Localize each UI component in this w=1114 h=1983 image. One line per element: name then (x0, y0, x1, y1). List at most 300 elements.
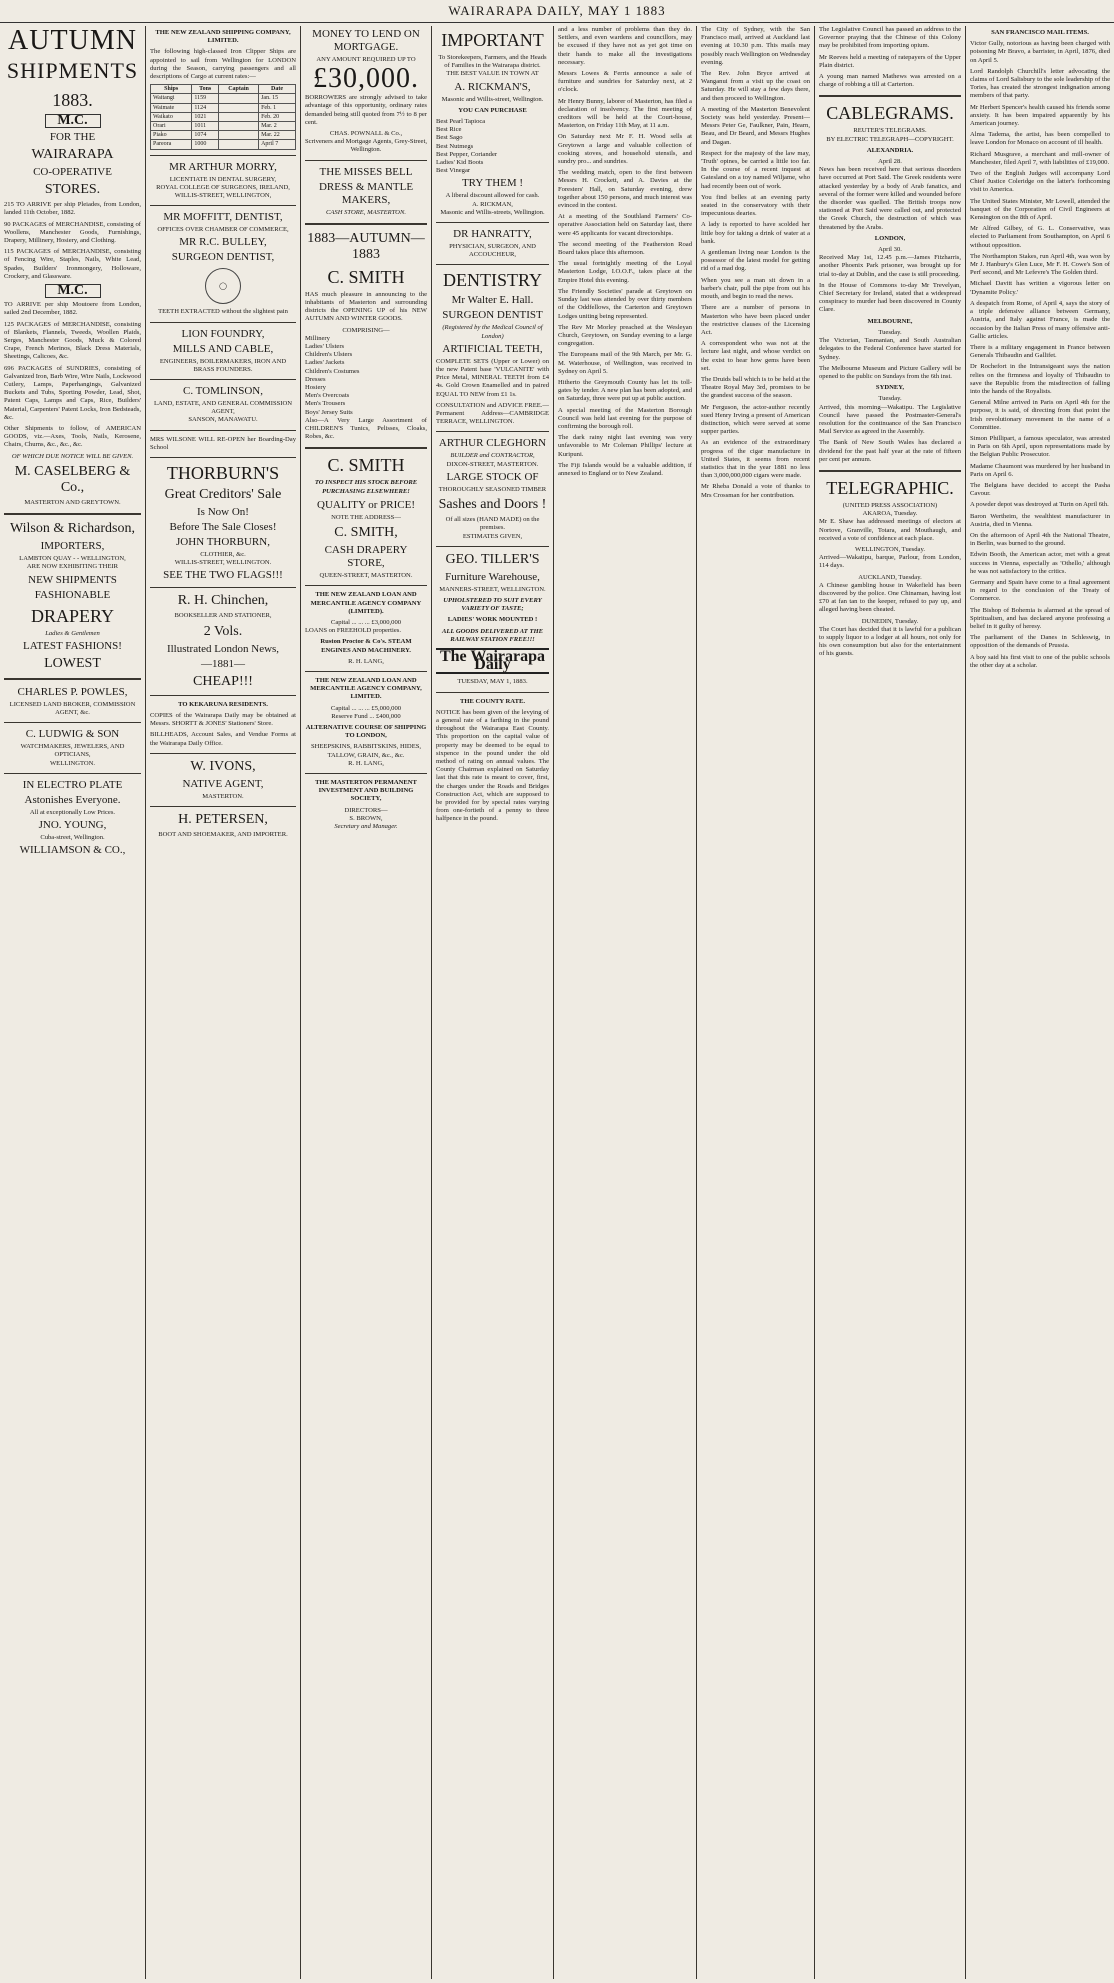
list-item: Men's Trousers (305, 400, 346, 408)
article-text: Baron Wertheim, the wealthiest manufacturer in Austria, died in Vienna. (970, 512, 1110, 528)
table-cell: 1000 (192, 140, 219, 149)
article-text: The Belgians have decided to accept the Pasha Cavour. (970, 481, 1110, 498)
for-the: FOR THE (49, 131, 96, 144)
astonishes: Astonishes Everyone. (24, 793, 121, 806)
masterton: MASTERTON. (202, 792, 244, 800)
surgeon-dentist: SURGEON DENTIST, (171, 251, 275, 264)
table-cell: 1074 (192, 131, 219, 140)
arthur-sub: WILLIS-STREET, WELLINGTON, (174, 192, 272, 200)
wairarapa-heading: WAIRARAPA (31, 147, 114, 163)
new-shipments: NEW SHIPMENTS (28, 573, 117, 586)
alternative: ALTERNATIVE COURSE OF SHIPPING TO LONDON, (305, 723, 427, 740)
article-text: Respect for the majesty of the law may, 'Truth' opines, be carried a little too far. In the course of a recent inquest at Gatesland on a toy named Wiljame, who had recently been out of work. (701, 149, 810, 190)
table-cell: Mar. 22 (259, 131, 296, 140)
illustrated-news: Illustrated London News, (166, 642, 280, 655)
table-header: Captain (219, 85, 259, 94)
all-sizes: Of all sizes (HAND MADE) on the premises. (445, 516, 540, 532)
try-them: TRY THEM ! (461, 177, 524, 190)
article-text: There are a number of persons in Masterton who have been placed under the restrictive clauses of the Licensing Act. (701, 304, 810, 336)
native-agent: NATIVE AGENT, (182, 777, 264, 790)
article-text: The usual fortnightly meeting of the Loyal Masterton Lodge, I.O.O.F., takes place at the Empire Hotel this evening. (558, 260, 692, 284)
cheap: CHEAP!!! (193, 673, 253, 689)
list-item: Ladies' Jackets (305, 359, 345, 367)
table-cell: 1011 (192, 122, 219, 131)
article-text: The Melbourne Museum and Picture Gallery will be opened to the public on Sundays from the 6th inst. (819, 364, 961, 380)
borrowers-text: BORROWERS are strongly advised to take advantage of this opportunity, ordinary rates demanded being still quoted from 7½ to 8 per cent. (305, 94, 427, 126)
column-8 (966, 26, 1114, 1979)
table-header: Date (259, 85, 296, 94)
article-text: The second meeting of the Featherston Road Board takes place this afternoon. (558, 240, 692, 257)
willis-street: WILLIS-STREET, WELLINGTON. (174, 559, 272, 567)
article-text: The City of Sydney, with the San Francisco mail, arrived at Auckland last evening at 10.30 p.m. This mails may possibly reach Wellington on Wednesday evening. (701, 26, 810, 66)
dateline-date: Tuesday. (878, 395, 902, 403)
telegraphic-heading: TELEGRAPHIC. (826, 477, 954, 498)
dentures-illustration: ◯ (205, 268, 241, 304)
article-text: As an evidence of the extraordinary progress of the cigar manufacture in United States, it seems from recent statistics that in the year 1881 no less than 3,000,000,000 cigars were made. (701, 439, 810, 480)
ludwig-heading: C. LUDWIG & SON (25, 728, 120, 741)
list-item: Best Pearl Tapioca (436, 118, 486, 126)
ships-intro: The following high-classed Iron Clipper Ships are appointed to sail from Wellington for LONDON during the Season, carrying passengers and all descriptions of Cargo at current rates:— (150, 48, 296, 81)
hall: Mr Walter E. Hall. (451, 294, 534, 307)
article-text: The dark rainy night last evening was very unfavorable to Mr Coleman Phillips' lecture at Kuripuni. (558, 434, 692, 458)
list-item: Dresses (305, 375, 326, 383)
john-thorburn: JOHN THORBURN, (176, 536, 270, 549)
column-6 (697, 26, 814, 1979)
article-text: A special meeting of the Masterton Borough Council was held last evening for the purpose of confirming the borough roll. (558, 406, 692, 430)
young-sub: Cuba-street, Wellington. (40, 833, 105, 841)
rickman-heading: A. RICKMAN'S, (454, 80, 531, 93)
table-cell: Waimate (151, 103, 192, 112)
petersen-sub: BOOT AND SHOEMAKER, AND IMPORTER. (158, 830, 288, 838)
secretary: Secretary and Manager. (334, 822, 398, 830)
article-text: When you see a man sit down in a barber's chair, pull the pipe from out his mouth, and begin to read the news. (701, 276, 810, 301)
column-1 (0, 26, 145, 1979)
artificial-teeth: ARTIFICIAL TEETH, (442, 342, 543, 355)
hanratty-sub: PHYSICIAN, SURGEON, AND ACCOUCHEUR, (449, 243, 536, 259)
list-item: Best Rice (436, 126, 462, 134)
article-text: Mr Alfred Gilbey, of G. L. Conservative, was elected to Parliament from Southampton, on April 6 without opposition. (970, 225, 1110, 249)
money-heading: MONEY TO LEND ON MORTGAGE. (312, 28, 420, 53)
dateline: DUNEDIN, Tuesday. (861, 617, 919, 625)
chinchen-heading: R. H. Chinchen, (177, 593, 269, 609)
before-sale: Before The Sale Closes! (169, 521, 277, 534)
delivered: ALL GOODS DELIVERED AT THE RAILWAY STATION FREE!!! (442, 627, 543, 643)
table-cell: Mar. 2 (259, 122, 296, 131)
ad-text: 125 PACKAGES of MERCHANDISE, consisting of Blankets, Flannels, Tweeds, Woollen Plaids, Serges, Manchester Goods, Muck & Colored Crape, French Merinos, Black Dress Materials, Sheetings, Calicoes, &c. (4, 320, 141, 361)
agent-name: R. H. LANG, (348, 759, 384, 767)
table-cell: April 7 (259, 140, 296, 149)
article-text: Hitherto the Greymouth County has let its toll-gates by tender. A new plan has been adopted, and on Saturday, three were put up at public auction. (558, 378, 692, 403)
copies-notice: COPIES of the Wairarapa Daily may be obtained at Messrs. SHORTT & JONES' Stationers' Store. (150, 711, 296, 728)
kekaruna-heading: TO KEKARUNA RESIDENTS. (178, 700, 268, 708)
dateline: SYDNEY, (875, 384, 905, 392)
dateline-date: April 28. (878, 158, 902, 166)
list-item: Boys' Jersey Suits (305, 408, 353, 416)
table-cell (219, 103, 259, 112)
arthur-sub: LICENTIATE IN DENTAL SURGERY, (169, 175, 277, 183)
article-text: Arrived, this morning—Wakatipu. The Legislative Council have passed the Postmaster-General's resolution for the continuance of the San Francisco Mail Service as agreed in the Assembly. (819, 403, 961, 436)
chinchen-sub: BOOKSELLER AND STATIONER, (174, 612, 272, 620)
ad-text: 90 PACKAGES of MERCHANDISE, consisting of Woollens, Manchester Goods, Furnishings, Drapery, Millinery, Hosiery, and Clothing. (4, 220, 141, 245)
amount: ANY AMOUNT REQUIRED UP TO (316, 56, 416, 63)
dateline: LONDON, (874, 234, 906, 242)
directors: DIRECTORS— (344, 806, 388, 814)
artificial-text: COMPLETE SETS (Upper or Lower) on the new Patent base 'VULCANITE' with Price Metal, MINERAL TEETH from £4 4s. Gold Crown Enamelled and in paired EQUAL TO NEW from £1 1s. (436, 357, 549, 398)
table-cell: 1124 (192, 103, 219, 112)
exhibit-line: ARE NOW EXHIBITING THEIR (26, 563, 119, 571)
csmith-heading: C. SMITH, (334, 525, 398, 541)
article-text: and a less number of problems than they do. Settlers, and even wardens and councillors, may be excused if they have not as yet got time on their hands to make all the investigations necessary. (558, 26, 692, 66)
article-text: The Bishop of Bohemia is alarmed at the spread of Spiritualism, and has declared anyone professing a belief in it guilty of heresy. (970, 606, 1110, 630)
article-text: The Druids ball which is to be held at the Theatre Royal May 3rd, promises to be the grandest success of the season. (701, 375, 810, 400)
masthead-title: WAIRARAPA DAILY, MAY 1 1883 (448, 3, 666, 18)
thorburn-heading: THORBURN'S (166, 463, 280, 484)
table-cell: Feb. 1 (259, 103, 296, 112)
page-header (0, 0, 1114, 23)
misses-bell: THE MISSES BELL (319, 165, 413, 178)
year-heading: 1883. (52, 90, 93, 110)
inspect: TO INSPECT HIS STOCK BEFORE PURCHASING ELSEWHERE! (314, 479, 418, 495)
list-item: Best Vinegar (436, 167, 471, 175)
cleghorn: ARTHUR CLEGHORN (438, 437, 547, 450)
lion-foundry: LION FOUNDRY, (181, 327, 265, 340)
tomlinson-sub: SANSON, MANAWATU. (188, 416, 258, 424)
table-cell: Pareora (151, 140, 192, 149)
important-heading: IMPORTANT (441, 30, 544, 50)
article-text: Mr Rheba Donald a vote of thanks to Mrs Crossman for her contribution. (701, 483, 810, 499)
williamson-heading: WILLIAMSON & CO., (19, 844, 126, 857)
csmith-heading: C. SMITH (327, 455, 405, 476)
ad-text: OF WHICH DUE NOTICE WILL BE GIVEN. (11, 452, 134, 460)
article-text: A Chinese gambling house in Wakefield has been discovered by the police. One Chinaman, having lost £70 at fan tan to the keeper, refused to pay up, and alleged having been cheated. (819, 581, 961, 614)
dateline: WELLINGTON, Tuesday. (855, 545, 925, 553)
builder: BUILDER and CONTRACTOR, (450, 452, 535, 460)
note-address: NOTE THE ADDRESS— (331, 513, 401, 521)
article-text: The Rev Mr Morley preached at the Wesleyan Church, Greytown, on Sunday evening to a large congregation. (558, 323, 692, 348)
capital: Capital ... ... ... £3,000,000 (330, 618, 402, 626)
article-text: There is a military engagement in France between Generals Thibaudin and Gallifet. (970, 343, 1110, 360)
wilson-heading: Wilson & Richardson, (9, 521, 136, 537)
timber: THOROUGHLY SEASONED TIMBER (438, 485, 547, 493)
article-text: Alma Tadema, the artist, has been compelled to leave London for Monaco on account of ill health. (970, 131, 1110, 147)
article-text: General Milne arrived in Paris on April 4th for the purpose, it is said, of directing from that point the Irish revolutionary movement in the name of a Committee. (970, 399, 1110, 431)
lambton-quay: LAMBTON QUAY - - WELLINGTON, (19, 555, 126, 563)
article-text: The Rev. John Bryce arrived at Wanganui from a visit up the coast on Saturday. He will stay a few days there, and then proceed to Wellington. (701, 70, 810, 102)
article-text: Richard Musgrave, a merchant and mill-owner of Manchester, filed April 7, with liabilities of £19,000. (970, 150, 1110, 166)
list-item: Men's Overcoats (305, 392, 350, 400)
column-4 (432, 26, 553, 1979)
cablegrams-heading: CABLEGRAMS. (826, 103, 954, 124)
article-text: Mr E. Shaw has addressed meetings of electors at Nortove, Granville, Totara, and Mouthaugh, and received a vote of confidence at each place. (819, 518, 961, 542)
sum: £30,000. (313, 63, 419, 95)
paper-masthead: The Wairarapa Daily (436, 648, 549, 674)
quality: QUALITY or PRICE! (317, 498, 415, 511)
table-cell (219, 112, 259, 121)
dixon: DIXON-STREET, MASTERTON. (446, 460, 539, 468)
article-text: A boy said his first visit to one of the public schools the other day at a scholar. (970, 653, 1110, 669)
powell: CHAS. POWNALL & Co., (329, 130, 403, 138)
caselberg-location: MASTERTON AND GREYTOWN. (24, 498, 121, 506)
estimates: ESTIMATES GIVEN, (462, 532, 523, 540)
list-item: Hosiery (305, 384, 326, 392)
price-list (436, 118, 549, 175)
article-text: A meeting of the Masterton Benevolent Society was held yesterday. Present—Messrs Peter Ge, Faulkner, Pain, Hearn, Beau, and Dr Beard, and Messrs Hughes and Dagan. (701, 105, 810, 146)
article-text: The parliament of the Danes in Schleswig, in opposition of the demands of Prussia. (970, 634, 1110, 650)
also-text: Also—A Very Large Assortment of CHILDREN'S Tunics, Pelisses, Cloaks, Robes, &c. (305, 416, 427, 441)
autumn-heading: AUTUMN (8, 26, 137, 56)
wise-notice: MRS WILSONE WILL RE-OPEN her Boarding-Day School (150, 435, 296, 451)
csmith-heading: C. SMITH (327, 266, 405, 287)
rickman-sub: Masonic and Willis-streets, Wellington. (440, 208, 545, 216)
consult-text: CONSULTATION and ADVICE FREE.—Permanent Address—CAMBRIDGE TERRACE, WELLINGTON. (436, 401, 549, 426)
best-value: THE BEST VALUE IN TOWN AT (446, 70, 539, 78)
article-text: Germany and Spain have come to a final agreement in regard to the conclusion of the Treaty of Commerce. (970, 578, 1110, 603)
ad-text: TO ARRIVE per ship Moutoere from London, sailed 2nd December, 1882. (4, 301, 141, 317)
two-vols: 2 Vols. (203, 623, 243, 639)
table-row (151, 103, 296, 112)
article-text: On Saturday next Mr F. H. Wood sells at Greytown a large and valuable collection of cooking stoves, and household utensils, and sundry pro... and sundries. (558, 133, 692, 166)
article-text: The Friendly Societies' parade at Greytown on Sunday last was attended by over thirty members of the Oddfellows, the Carterton and Greytown Lodges uniting being represented. (558, 287, 692, 320)
article-text: Michael Davitt has written a vigorous letter on 'Dynamite Policy.' (970, 280, 1110, 296)
dentistry-heading: DENTISTRY (443, 270, 542, 291)
list-item: Best Sago (436, 134, 463, 142)
article-text: Mr Ferguson, the actor-author recently sued Henry Irving a present of American distinction, which were served at some supper parties. (701, 403, 810, 436)
tomlinson-heading: C. TOMLINSON, (183, 385, 263, 398)
column-2 (146, 26, 300, 1979)
sbrown: S. BROWN, (349, 814, 383, 822)
list-item: Ladies' Ulsters (305, 343, 345, 351)
article-text: Arrived—Wakatipu, barque, Parlour, from London, 114 days. (819, 554, 961, 570)
list-item: Ladies' Kid Boots (436, 159, 484, 167)
article-text: The Bank of New South Wales has declared a dividend for the past half year at the rate of fifteen per cent per annum. (819, 439, 961, 463)
county-heading: THE COUNTY RATE. (459, 697, 526, 705)
powles-sub: LICENSED LAND BROKER, COMMISSION AGENT, &c. (9, 700, 136, 716)
table-cell: Feb. 20 (259, 112, 296, 121)
mills-cable: MILLS AND CABLE, (172, 342, 274, 355)
drapery-heading: DRAPERY (30, 605, 115, 626)
important-sub: To Storekeepers, Farmers, and the Heads of Families in the Wairarapa district. (438, 54, 547, 70)
article-text: Simon Phillipart, a famous speculator, was arrested in Paris on 6th April, upon representations made by the Belgian Public Prosecutor. (970, 434, 1110, 459)
article-text: On the afternoon of April 4th the National Theatre, in Berlin, was burned to the ground. (970, 531, 1110, 548)
table-cell: Waikato (151, 112, 192, 121)
ludwig-sub: WATCHMAKERS, JEWELERS, AND OPTICIANS, (20, 743, 125, 759)
can-purchase: YOU CAN PURCHASE (458, 106, 527, 114)
article-text: A lady is reported to have scolded her little boy for taking a drink of water at a bank. (701, 221, 810, 245)
wool: SHEEPSKINS, RABBITSKINS, HIDES, TALLOW, GRAIN, &c., &c. (310, 743, 422, 759)
moffitt-sub: OFFICES OVER CHAMBER OF COMMERCE, (157, 226, 289, 234)
table-cell: 1159 (192, 94, 219, 103)
ludwig-location: WELLINGTON. (49, 759, 96, 767)
table-row (151, 131, 296, 140)
sashes: Sashes and Doors ! (438, 497, 547, 513)
ships-table (150, 84, 296, 149)
column-5 (554, 26, 696, 1979)
rickman-sign: A. RICKMAN, (472, 200, 513, 208)
smith-text: HAS much pleasure in announcing to the inhabitants of Masterton and surrounding districts the OPENING UP of his NEW AUTUMN AND WINTER GOODS. (305, 290, 427, 323)
mills-sub: ENGINEERS, BOILERMAKERS, IRON AND BRASS FOUNDERS. (159, 357, 287, 373)
article-text: Dr Rochefort in the Intransigeant says the nation relies on the firmness and loyalty of Thibaudin to save the Republic from the misdirection of falling into the hands of the Royalists. (970, 363, 1110, 395)
nzship-heading: THE NEW ZEALAND SHIPPING COMPANY, LIMITED. (155, 29, 291, 45)
moffitt-heading: MR MOFFITT, DENTIST, (163, 211, 283, 224)
article-text: Mr Henry Bunny, laborer of Masterton, has filed a declaration of insolvency. The first meeting of creditors will be held at the Court-house, Masterton, on Friday 11th May, at 11 a.m. (558, 97, 692, 130)
dateline: MELBOURNE, (867, 317, 913, 325)
hanratty: DR HANRATTY, (453, 228, 532, 241)
issue-date: TUESDAY, MAY 1, 1883. (457, 678, 528, 686)
tiller-heading: GEO. TILLER'S (445, 551, 540, 567)
table-cell (219, 122, 259, 131)
table-cell: 1021 (192, 112, 219, 121)
table-cell (219, 131, 259, 140)
article-text: Mr Herbert Spencer's health caused his friends some anxiety. It has been impaired apparently by his American journey. (970, 103, 1110, 128)
article-text: Madame Chaumont was murdered by her husband in Paris on April 6. (970, 462, 1110, 478)
article-text: Edwin Booth, the American actor, met with a great success in Vienna, especially as 'Othello,' although he was not satisfactory to the critics. (970, 551, 1110, 575)
dateline-date: April 30. (878, 246, 902, 254)
comprising: COMPRISING— (342, 326, 390, 334)
article-text: A powder depot was destroyed at Turin on April 6th. (970, 501, 1109, 509)
ladies-gentlemen: Ladies & Gentlemen (45, 629, 100, 637)
arthur-sub: ROYAL COLLEGE OF SURGEONS, IRELAND, (156, 183, 290, 191)
coop-heading: CO-OPERATIVE (33, 166, 112, 179)
discount: A liberal discount allowed for cash. (445, 192, 540, 200)
article-text: A correspondent who was not at the lecture last night, and whose verdict on the exist to hear how gems have been set. (701, 340, 810, 372)
cash-drapery: CASH DRAPERY STORE, (324, 544, 408, 570)
list-item: Best Pepper, Coriander (436, 150, 498, 158)
column-7 (815, 26, 965, 1979)
article-text: A gentleman living near London is the possessor of the latest model for getting rid of a mad dog. (701, 249, 810, 273)
article-text: The wedding match, open to the first between Messrs H. Crockett, and A. Davies at the Foresters' Hall, on Saturday evening, drew together about 150 persons, and much interest was evinced in the contest. (558, 169, 692, 210)
table-cell: Piako (151, 131, 192, 140)
article-text: The Victorian, Tasmanian, and South Australian delegates to the Federal Conference have started for Sydney. (819, 337, 961, 361)
column-3 (301, 26, 431, 1979)
nzloan-heading: THE NEW ZEALAND LOAN AND MERCANTILE AGENCY COMPANY (LIMITED). (310, 591, 422, 615)
is-now-on: Is Now On! (197, 506, 249, 519)
fashionable: FASHIONABLE (34, 588, 111, 601)
ruston: Ruston Proctor & Co's. STEAM ENGINES AND MACHINERY. (320, 638, 412, 654)
teeth-extracted: TEETH EXTRACTED without the slightest pain (158, 308, 288, 316)
reuters: REUTER'S TELEGRAMS. (853, 127, 927, 135)
loans: LOANS on FREEHOLD properties. (305, 627, 401, 635)
agent-name: R. H. LANG, (348, 657, 384, 665)
list-item: Millinery (305, 334, 330, 342)
billheads-notice: BILLHEADS, Account Sales, and Vendue Forms at the Wairarapa Daily Office. (150, 731, 296, 747)
article-text: Mr Reeves held a meeting of ratepayers of the Upper Plain district. (819, 53, 961, 69)
article-text: Messrs Lowes & Ferris announce a sale of furniture and sundries for Saturday next, at 2 o'clock. (558, 70, 692, 94)
table-row (151, 140, 296, 149)
article-text: The Court has decided that it is lawful for a publican to supply liquor to a lodger at all hours, not only for his own consumption but also for the entertainment of his guests. (819, 625, 961, 658)
article-text: The United States Minister, Mr Lowell, attended the banquet of the Corporation of Civil Engineers at Kensington on the 8th of April. (970, 197, 1110, 222)
capital: Capital ... ... ... £5,000,000 (330, 704, 402, 712)
dateline: ALEXANDRIA. (866, 146, 914, 154)
powles-heading: CHARLES P. POWLES, (17, 685, 128, 698)
young-heading: JNO. YOUNG, (38, 818, 107, 831)
low-prices: All at exceptionally Low Prices. (29, 808, 116, 816)
article-text: Lord Randolph Churchill's letter advocating the claims of Lord Salisbury to the sole leadership of the Tories, has created the strongest indignation among members of that party. (970, 67, 1110, 100)
article-text: The Fiji Islands would be a valuable addition, if annexed to England or to New Zealand. (558, 461, 692, 477)
article-text: News has been received here that serious disorders have occurred at Port Said. The Greek residents were attacked yesterday by a body of Arab fanatics, and several of the former were killed and wounded before the disorder was quelled. The British troops now stationed at Port Said were called out, and protected the Greek Church, the destruction of which was threatened by the Arabs. (819, 166, 961, 231)
manners: MANNERS-STREET, WELLINGTON. (439, 585, 546, 593)
nzloan-heading: THE NEW ZEALAND LOAN AND MERCANTILE AGENCY COMPANY, LIMITED. (310, 676, 422, 701)
dateline: AUCKLAND, Tuesday. (858, 573, 922, 581)
table-cell: Jan. 15 (259, 94, 296, 103)
article-text: You find belles at an evening party seated in the conservatory with their impecunious dearies. (701, 193, 810, 218)
large-stock: LARGE STOCK OF (446, 470, 539, 483)
article-text: Two of the English Judges will accompany Lord Chief Justice Coleridge on the latter's forthcoming visit to America. (970, 170, 1110, 194)
caselberg-heading: M. CASELBERG & Co., (14, 463, 131, 495)
dateline-date: Tuesday. (878, 328, 902, 336)
petersen-heading: H. PETERSEN, (178, 811, 268, 827)
ad-text: 215 TO ARRIVE per ship Pleiades, from London, landed 11th October, 1882. (4, 201, 141, 217)
article-text: At a meeting of the Southland Farmers' Co-operative Association held on Saturday last, there were 45 applicants for vacant directorships. (558, 213, 692, 237)
article-text: NOTICE has been given of the levying of a general rate of a farthing in the pound throughout the Wairarapa East County. This proportion on the capital value of property may be deemed to be equal to sixpence in the pound under the old method of rating on annual values. The County Chairman explained on Saturday last that this rate is meant to cover, first, the charges under the Roads and Bridges Construction Act, which are supposed to be provided for by special rates varying from one-fortieth of a penny to three halfpence in the pound. (436, 708, 549, 823)
reserve: Reserve Fund ... £400,000 (331, 712, 401, 720)
dress-makers: DRESS & MANTLE MAKERS, (318, 180, 414, 206)
ladies-work: LADIES' WORK MOUNTED ! (447, 616, 538, 624)
tomlinson-sub: LAND, ESTATE, AND GENERAL COMMISSION AGENT, (153, 400, 293, 416)
surgeon-dentist: SURGEON DENTIST (442, 309, 543, 322)
ad-text: Other Shipments to follow, of AMERICAN GOODS, viz.—Axes, Tools, Nails, Kerosene, Chairs, Churns, &c., &c., &c. (4, 425, 141, 449)
importers-heading: IMPORTERS, (40, 540, 105, 553)
stores-heading: STORES. (44, 182, 101, 198)
registered: (Registered by the Medical Council of London) (442, 324, 543, 340)
mc-logo: M.C. (45, 284, 101, 298)
queen-street: QUEEN-STREET, MASTERTON. (319, 572, 413, 580)
creditors-heading: Great Creditors' Sale (164, 487, 282, 503)
permanent-heading: THE MASTERTON PERMANENT INVESTMENT AND BUILDING SOCIETY, (315, 778, 417, 803)
dateline: AKAROA, Tuesday. (862, 510, 918, 518)
mc-logo: M.C. (45, 114, 101, 128)
table-cell (219, 140, 259, 149)
table-row (151, 94, 296, 103)
clothier: CLOTHIER, &c. (200, 551, 246, 559)
copyright: BY ELECTRIC TELEGRAPH—COPYRIGHT. (826, 135, 954, 143)
article-text: The Legislative Council has passed an address to the Governor praying that the Chinese of this Colony may be prohibited from importing opium. (819, 26, 961, 50)
lowest-heading: LOWEST (44, 655, 101, 671)
cash-store: CASH STORE, MASTERTON. (326, 208, 406, 216)
electro-heading: IN ELECTRO PLATE (22, 778, 123, 791)
table-cell (219, 94, 259, 103)
table-cell: Orari (151, 122, 192, 131)
table-header: Ships (151, 85, 192, 94)
year-1881: —1881— (201, 657, 245, 670)
table-row (151, 112, 296, 121)
smith-list (305, 335, 427, 417)
table-header: Tons (192, 85, 219, 94)
arthur-heading: MR ARTHUR MORRY, (169, 160, 277, 173)
two-flags: SEE THE TWO FLAGS!!! (163, 569, 283, 582)
table-row (151, 122, 296, 131)
ad-text: 696 PACKAGES of SUNDRIES, consisting of Galvanized Iron, Barb Wire, Wire Nails, Lockwood Cutlery, Lamps, Paperhangings, Galvanized Buckets and Tubs, Sporting Powder, Lead, Shot, Patent Caps, Lamps and Caps, Rice, Builders' Material, Carpenters' Patent Locks, Iron Bedsteads, &c. (4, 364, 141, 421)
bulley-heading: MR R.C. BULLEY, (179, 236, 267, 249)
list-item: Best Nutmegs (436, 142, 474, 150)
list-item: Children's Ulsters (305, 351, 353, 359)
article-text: Received May 1st, 12.45 p.m.—James Fitzharris, another Phoenix Park prisoner, was brought up for trial to-day at Dublin, and the case is still proceeding. (819, 254, 961, 278)
table-cell: Waitangi (151, 94, 192, 103)
press-association: (UNITED PRESS ASSOCIATION) (842, 501, 938, 509)
furniture: Furniture Warehouse, (445, 570, 540, 583)
article-text: The Northampton Stakes, run April 4th, was won by Mr J. Hanbury's Glen Luce, Mr F. H. Cowe's Son of Perf second, and Mr Lefevre's The Golden third. (970, 252, 1110, 277)
article-text: In the House of Commons to-day Mr Trevelyan, Chief Secretary for Ireland, stated that a widespread conspiracy to murder had been discovered in County Clare. (819, 281, 961, 314)
list-item: Children's Costumes (305, 367, 360, 375)
article-text: A despatch from Rome, of April 4, says the story of a triple defensive alliance between Germany, Austria, and Italy against France, is made the occasion by the Italian Press of many offensive anti-Gallic articles. (970, 299, 1110, 340)
article-text: A young man named Mathews was arrested on a charge of robbing a till at Carterton. (819, 73, 961, 89)
article-text: Victor Gully, notorious as having been charged with poisoning Mr Bravo, a barrister, in April, 1876, died on April 5. (970, 40, 1110, 64)
sf-heading: SAN FRANCISCO MAIL ITEMS. (991, 29, 1089, 36)
autumn-1883: 1883—AUTUMN—1883 (307, 230, 425, 262)
powell-sub: Scriveners and Mortgage Agents, Grey-Street, Wellington. (305, 138, 427, 154)
latest-fashions: LATEST FASHIONS! (23, 639, 122, 652)
ivons-heading: W. IVONS, (190, 758, 256, 774)
article-text: The Europeans mail of the 9th March, per Mr. G. M. Waterhouse, of Wellington, was received in Sydney on April 5. (558, 351, 692, 375)
